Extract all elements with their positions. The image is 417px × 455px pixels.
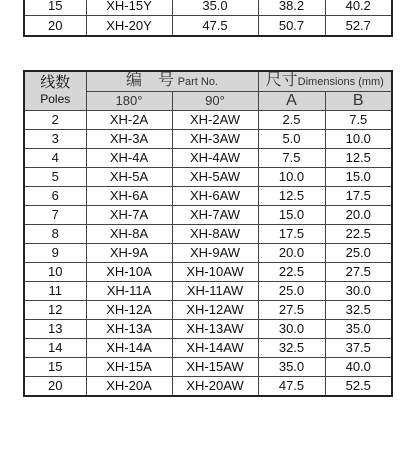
- poles-header: [24, 71, 86, 111]
- previous-table-fragment: [23, 0, 393, 37]
- header-row-1: [24, 71, 392, 92]
- part-90-cell: XH-15AW: [172, 358, 258, 377]
- part-180-cell: XH-20A: [86, 377, 172, 397]
- part-no-header: [86, 71, 258, 92]
- table-row: [24, 282, 392, 301]
- part-90-cell: XH-10AW: [172, 263, 258, 282]
- table-row: [24, 301, 392, 320]
- table-row: [24, 149, 392, 168]
- dim-a-cell: 35.0: [258, 358, 325, 377]
- table-row: [24, 320, 392, 339]
- table-row: [24, 111, 392, 130]
- poles-cell: 11: [24, 282, 86, 301]
- table-row: [24, 0, 392, 16]
- dim-b-cell: 12.5: [325, 149, 392, 168]
- dim-a-cell: 22.5: [258, 263, 325, 282]
- part-180-cell: XH-20Y: [86, 16, 172, 37]
- dim-a-cell: 50.7: [258, 16, 325, 37]
- part-180-cell: XH-14A: [86, 339, 172, 358]
- dim-a-cell: 47.5: [258, 377, 325, 397]
- part-no-header-zh: 编 号: [126, 72, 175, 89]
- dim-a-cell: 2.5: [258, 111, 325, 130]
- table-row: [24, 377, 392, 397]
- dim-a-cell: 17.5: [258, 225, 325, 244]
- table-row: [24, 168, 392, 187]
- dim-b-cell: 7.5: [325, 111, 392, 130]
- table-row: [24, 339, 392, 358]
- part-180-cell: XH-8A: [86, 225, 172, 244]
- part-180-cell: XH-6A: [86, 187, 172, 206]
- dimensions-header-zh: 尺寸: [265, 72, 298, 89]
- dim-a-cell: 12.5: [258, 187, 325, 206]
- poles-cell: 20: [24, 377, 86, 397]
- table-row: [24, 187, 392, 206]
- part-180-cell: XH-13A: [86, 320, 172, 339]
- poles-header-zh: 线数: [40, 74, 71, 91]
- dim-b-cell: 30.0: [325, 282, 392, 301]
- poles-cell: 8: [24, 225, 86, 244]
- dimensions-table: [23, 70, 393, 397]
- dim-b-cell: 40.2: [325, 0, 392, 16]
- table-row: [24, 225, 392, 244]
- poles-cell: 3: [24, 130, 86, 149]
- poles-header-en: Poles: [40, 92, 71, 106]
- dim-a-cell: 38.2: [258, 0, 325, 16]
- dim-b-cell: 22.5: [325, 225, 392, 244]
- part-90-cell: XH-8AW: [172, 225, 258, 244]
- dim-b-cell: 15.0: [325, 168, 392, 187]
- dim-b-cell: 40.0: [325, 358, 392, 377]
- dim-b-cell: 52.5: [325, 377, 392, 397]
- part-90-cell: 47.5: [172, 16, 258, 37]
- poles-cell: 13: [24, 320, 86, 339]
- part-180-cell: XH-15A: [86, 358, 172, 377]
- poles-cell: 12: [24, 301, 86, 320]
- dim-b-cell: 20.0: [325, 206, 392, 225]
- poles-cell: 9: [24, 244, 86, 263]
- poles-cell: 2: [24, 111, 86, 130]
- dim-a-cell: 27.5: [258, 301, 325, 320]
- part-no-header-en: Part No.: [177, 76, 218, 88]
- part-90-cell: XH-9AW: [172, 244, 258, 263]
- dim-b-cell: 27.5: [325, 263, 392, 282]
- table-row: [24, 206, 392, 225]
- part-180-cell: XH-4A: [86, 149, 172, 168]
- part-90-cell: XH-2AW: [172, 111, 258, 130]
- part-90-cell: XH-20AW: [172, 377, 258, 397]
- poles-cell: 4: [24, 149, 86, 168]
- dim-a-cell: 7.5: [258, 149, 325, 168]
- dim-a-cell: 15.0: [258, 206, 325, 225]
- dim-b-cell: 52.7: [325, 16, 392, 37]
- part-90-cell: XH-7AW: [172, 206, 258, 225]
- poles-cell: 7: [24, 206, 86, 225]
- table-row: [24, 130, 392, 149]
- part-180-cell: XH-10A: [86, 263, 172, 282]
- dim-a-cell: 10.0: [258, 168, 325, 187]
- angle-180-header: 180°: [86, 92, 172, 111]
- angle-90-header: 90°: [172, 92, 258, 111]
- part-180-cell: XH-15Y: [86, 0, 172, 16]
- table-row: [24, 263, 392, 282]
- part-180-cell: XH-3A: [86, 130, 172, 149]
- table-row: [24, 16, 392, 37]
- dim-a-cell: 30.0: [258, 320, 325, 339]
- dim-a-cell: 5.0: [258, 130, 325, 149]
- part-180-cell: XH-9A: [86, 244, 172, 263]
- part-180-cell: XH-11A: [86, 282, 172, 301]
- dim-b-cell: 35.0: [325, 320, 392, 339]
- part-90-cell: XH-13AW: [172, 320, 258, 339]
- part-90-cell: XH-11AW: [172, 282, 258, 301]
- part-90-cell: XH-5AW: [172, 168, 258, 187]
- dim-b-cell: 25.0: [325, 244, 392, 263]
- part-90-cell: XH-14AW: [172, 339, 258, 358]
- poles-cell: 20: [24, 16, 86, 37]
- dimensions-header-en: Dimensions (mm): [297, 76, 384, 88]
- poles-cell: 10: [24, 263, 86, 282]
- part-180-cell: XH-7A: [86, 206, 172, 225]
- part-180-cell: XH-2A: [86, 111, 172, 130]
- poles-cell: 15: [24, 0, 86, 16]
- col-b-header: B: [325, 92, 392, 111]
- part-90-cell: XH-6AW: [172, 187, 258, 206]
- poles-cell: 5: [24, 168, 86, 187]
- dim-a-cell: 20.0: [258, 244, 325, 263]
- part-90-cell: XH-12AW: [172, 301, 258, 320]
- poles-cell: 14: [24, 339, 86, 358]
- table-row: [24, 358, 392, 377]
- part-90-cell: XH-4AW: [172, 149, 258, 168]
- dim-b-cell: 10.0: [325, 130, 392, 149]
- dim-a-cell: 32.5: [258, 339, 325, 358]
- poles-cell: 15: [24, 358, 86, 377]
- dim-a-cell: 25.0: [258, 282, 325, 301]
- part-90-cell: XH-3AW: [172, 130, 258, 149]
- col-a-header: A: [258, 92, 325, 111]
- dim-b-cell: 32.5: [325, 301, 392, 320]
- part-90-cell: 35.0: [172, 0, 258, 16]
- dim-b-cell: 17.5: [325, 187, 392, 206]
- poles-cell: 6: [24, 187, 86, 206]
- part-180-cell: XH-5A: [86, 168, 172, 187]
- dim-b-cell: 37.5: [325, 339, 392, 358]
- dimensions-table-body: [24, 111, 392, 397]
- dimensions-header: [258, 71, 392, 92]
- previous-table-body: [24, 0, 392, 36]
- table-row: [24, 244, 392, 263]
- part-180-cell: XH-12A: [86, 301, 172, 320]
